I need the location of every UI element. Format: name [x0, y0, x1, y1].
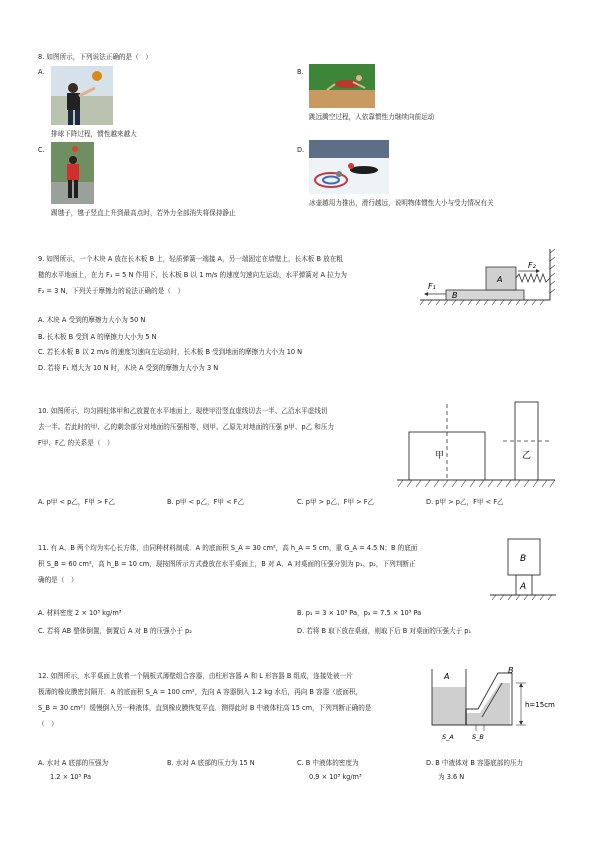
q11-option-d: D. 若将 B 取下放在桌面，则取下后 B 对桌面的压强大于 p₁ [297, 627, 472, 635]
q10-option-a: A. p甲 < p乙，F甲 > F乙 [38, 498, 115, 506]
q11-option-c: C. 若将 AB 整体倒置，倒置后 A 对 B 的压强小于 p₂ [38, 627, 192, 635]
q11-line-3: 确的是（ ） [38, 576, 78, 584]
q12-fig-label-h: h=15cm [525, 701, 555, 709]
q11-figure [488, 537, 558, 605]
q9-fig-label-a: A [497, 275, 503, 284]
q12-line-3: S_B = 30 cm²）缓慢倒入另一种液体，直到橡皮膜恢复平直．测得此时 B 中液体柱高 15 cm，下列判断正确的是 [38, 704, 372, 712]
q11-fig-label-a: A [520, 582, 527, 592]
q12-option-d-line1: D. B 中液体对 B 容器底部的压力 [426, 759, 524, 767]
q12-figure [428, 665, 563, 747]
q12-line-4: （ ） [38, 720, 58, 728]
q10-figure [395, 400, 560, 492]
q10-line-2: 去一半。若此时的甲、乙的剩余部分对地面的压强相等，则甲、乙原先对地面的压强 p甲、p乙 和压力 [38, 423, 335, 431]
q12-option-a-line1: A. 水对 A 底部的压强为 [38, 759, 109, 767]
curling-photo [309, 140, 389, 194]
q12-line-2: 极薄的橡皮膜密封隔开．A 的底面积 S_A = 100 cm²，先向 A 容器倒入 1.2 kg 水后，再向 B 容器（底面积， [38, 688, 363, 696]
q10-fig-label-jia: 甲 [435, 451, 445, 461]
q8-stem: 8. 如图所示，下列说法正确的是（ ） [38, 53, 152, 61]
q8-label-c: C. [38, 146, 45, 154]
q9-option-a: A. 木块 A 受到的摩擦力大小为 50 N [38, 316, 146, 324]
q9-option-c: C. 若长木板 B 以 2 m/s 的速度匀速向左运动时，长木板 B 受到地面的摩擦力大小为 10 N [38, 348, 303, 356]
q12-fig-label-sb: S_B [472, 733, 484, 741]
q12-fig-label-b: B [508, 666, 514, 675]
q12-fig-label-sa: S_A [442, 733, 454, 741]
q9-line-1: 9. 如图所示，一个木块 A 放在长木板 B 上，轻质弹簧一端接 A，另一端固定在墙壁上，长木板 B 放在粗 [38, 255, 343, 263]
q8-label-a: A. [38, 68, 45, 76]
q9-fig-label-f2: F₂ [528, 261, 536, 270]
q12-fig-label-a: A [444, 672, 450, 681]
q9-option-d: D. 若将 F₁ 增大为 10 N 时，木块 A 受到的摩擦力大小为 3 N [38, 364, 219, 372]
q12-line-1: 12. 如图所示，水平桌面上放着一个隔板式薄壁组合容器，由柱形容器 A 和 L 形容器 B 组成，连接处被一片 [38, 672, 353, 680]
volleyball-photo [51, 66, 113, 125]
q9-figure [418, 247, 558, 307]
q8-caption-c: 踢毽子，毽子竖直上升到最高点时，若外力全部消失将保持静止 [51, 209, 236, 217]
q8-caption-d: 冰壶越用力推出，滑行越远，说明物体惯性大小与受力情况有关 [309, 199, 494, 207]
q12-option-c-line2: 0.9 × 10³ kg/m³ [309, 773, 362, 781]
q10-option-c: C. p甲 > p乙，F甲 > F乙 [297, 498, 375, 506]
q9-line-2: 糙的水平地面上，在力 F₁ = 5 N 作用下，长木板 B 以 1 m/s 的速度匀速向左运动，水平弹簧对 A 拉力为 [38, 271, 347, 279]
q9-line-3: F₂ = 3 N，下列关于摩擦力的说法正确的是（ ） [38, 287, 185, 295]
q11-line-1: 11. 有 A、B 两个均为实心长方体，由同种材料制成．A 的底面积 S_A = 30 cm²，高 h_A = 5 cm，重 G_A = 4.5 N；B 的底面 [38, 544, 418, 552]
q9-fig-label-f1: F₁ [428, 282, 436, 291]
q10-line-1: 10. 如图所示，均匀圆柱体甲和乙放置在水平地面上，现使甲沿竖直虚线切去一半、乙沿水平虚线切 [38, 407, 328, 415]
q11-option-a: A. 材料密度 2 × 10³ kg/m³ [38, 609, 122, 617]
q12-option-b: B. 水对 A 底部的压力为 15 N [167, 759, 255, 767]
q10-line-3: F甲、F乙 的关系是（ ） [38, 439, 114, 447]
q9-fig-label-b: B [452, 291, 458, 300]
q11-line-2: 积 S_B = 60 cm²，高 h_B = 10 cm，现按图所示方式叠放在水平桌面上，B 对 A、A 对桌面的压强分别为 p₁、p₂，下列判断正 [38, 560, 416, 568]
q8-label-d: D. [297, 146, 305, 154]
q8-caption-b: 跳远腾空过程，人依靠惯性力继续向前运动 [309, 113, 435, 121]
q11-option-b: B. p₁ = 3 × 10³ Pa，p₂ = 7.5 × 10³ Pa [297, 609, 422, 617]
q10-fig-label-yi: 乙 [522, 451, 532, 461]
q8-caption-a: 排球下降过程，惯性越来越大 [51, 130, 137, 138]
q8-label-b: B. [297, 68, 304, 76]
q10-option-d: D. p甲 > p乙，F甲 < F乙 [426, 498, 504, 506]
shuttlecock-photo [51, 142, 94, 204]
q12-option-a-line2: 1.2 × 10⁵ Pa [50, 773, 92, 781]
q9-option-b: B. 长木板 B 受到 A 的摩擦力大小为 5 N [38, 333, 157, 341]
q11-fig-label-b: B [520, 554, 527, 564]
q10-option-b: B. p甲 < p乙，F甲 < F乙 [167, 498, 245, 506]
long-jump-photo [309, 64, 375, 108]
q12-option-c-line1: C. B 中液体的密度为 [297, 759, 359, 767]
q12-option-d-line2: 为 3.6 N [438, 773, 465, 781]
